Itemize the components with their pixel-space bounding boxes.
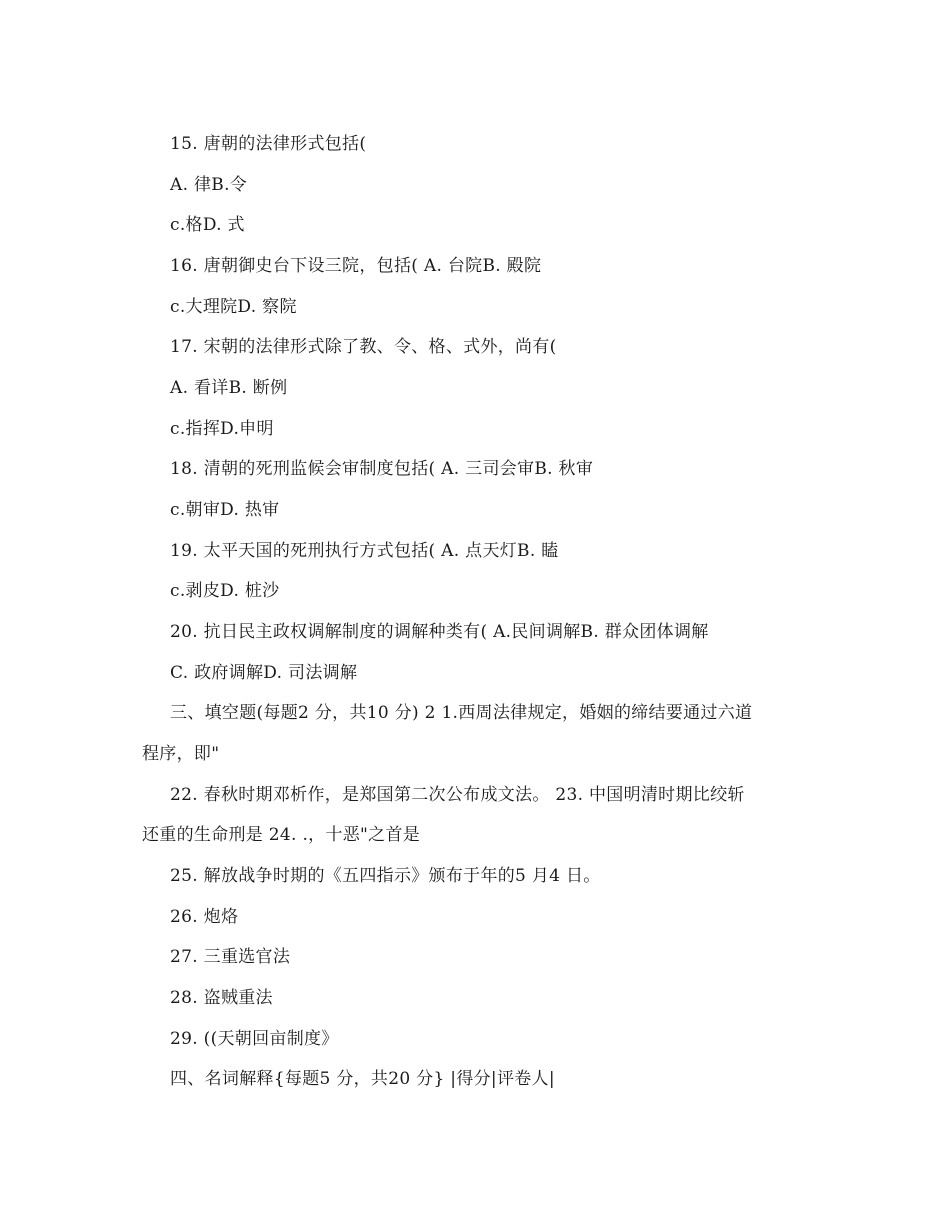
question-27: 27. 三重选官法 — [170, 947, 291, 967]
section-3-continuation: 程序，即" — [142, 744, 220, 764]
question-17: 17. 宋朝的法律形式除了教、令、格、式外，尚有( — [170, 337, 557, 357]
question-19-options-cd: c.剥皮D. 桩沙 — [170, 581, 280, 601]
question-25: 25. 解放战争时期的《五四指示》颁布于年的5 月4 日。 — [170, 866, 601, 886]
question-19: 19. 太平天国的死刑执行方式包括( A. 点天灯B. 瞌 — [170, 541, 559, 561]
section-3-heading: 三、填空题(每题2 分，共10 分) 2 1.西周法律规定，婚姻的缔结要通过六道 — [170, 703, 753, 723]
question-22-23: 22. 春秋时期邓析作，是郑国第二次公布成文法。 23. 中国明清时期比绞斩 — [170, 785, 745, 805]
question-29: 29. ((天朝回亩制度》 — [170, 1029, 339, 1049]
question-16: 16. 唐朝御史台下设三院，包括( A. 台院B. 殿院 — [170, 256, 542, 276]
question-15-options-cd: c.格D. 式 — [170, 215, 245, 235]
question-28: 28. 盗贼重法 — [170, 988, 273, 1008]
question-23-24-continuation: 还重的生命刑是 24. .，十恶"之首是 — [142, 825, 421, 845]
question-20-options-cd: C. 政府调解D. 司法调解 — [170, 663, 358, 683]
question-18-options-cd: c.朝审D. 热审 — [170, 500, 280, 520]
question-18: 18. 清朝的死刑监候会审制度包括( A. 三司会审B. 秋审 — [170, 459, 594, 479]
question-20: 20. 抗日民主政权调解制度的调解种类有( A.民间调解B. 群众团体调解 — [170, 622, 709, 642]
question-16-options-cd: c.大理院D. 察院 — [170, 297, 297, 317]
question-17-options-cd: c.指挥D.申明 — [170, 419, 274, 439]
section-4-heading: 四、名词解释{每题5 分，共20 分} |得分|评卷人| — [170, 1069, 555, 1089]
question-15: 15. 唐朝的法律形式包括( — [170, 134, 367, 154]
question-26: 26. 炮烙 — [170, 907, 239, 927]
question-15-options-ab: A. 律B.令 — [170, 175, 248, 195]
question-17-options-ab: A. 看详B. 断例 — [170, 378, 288, 398]
